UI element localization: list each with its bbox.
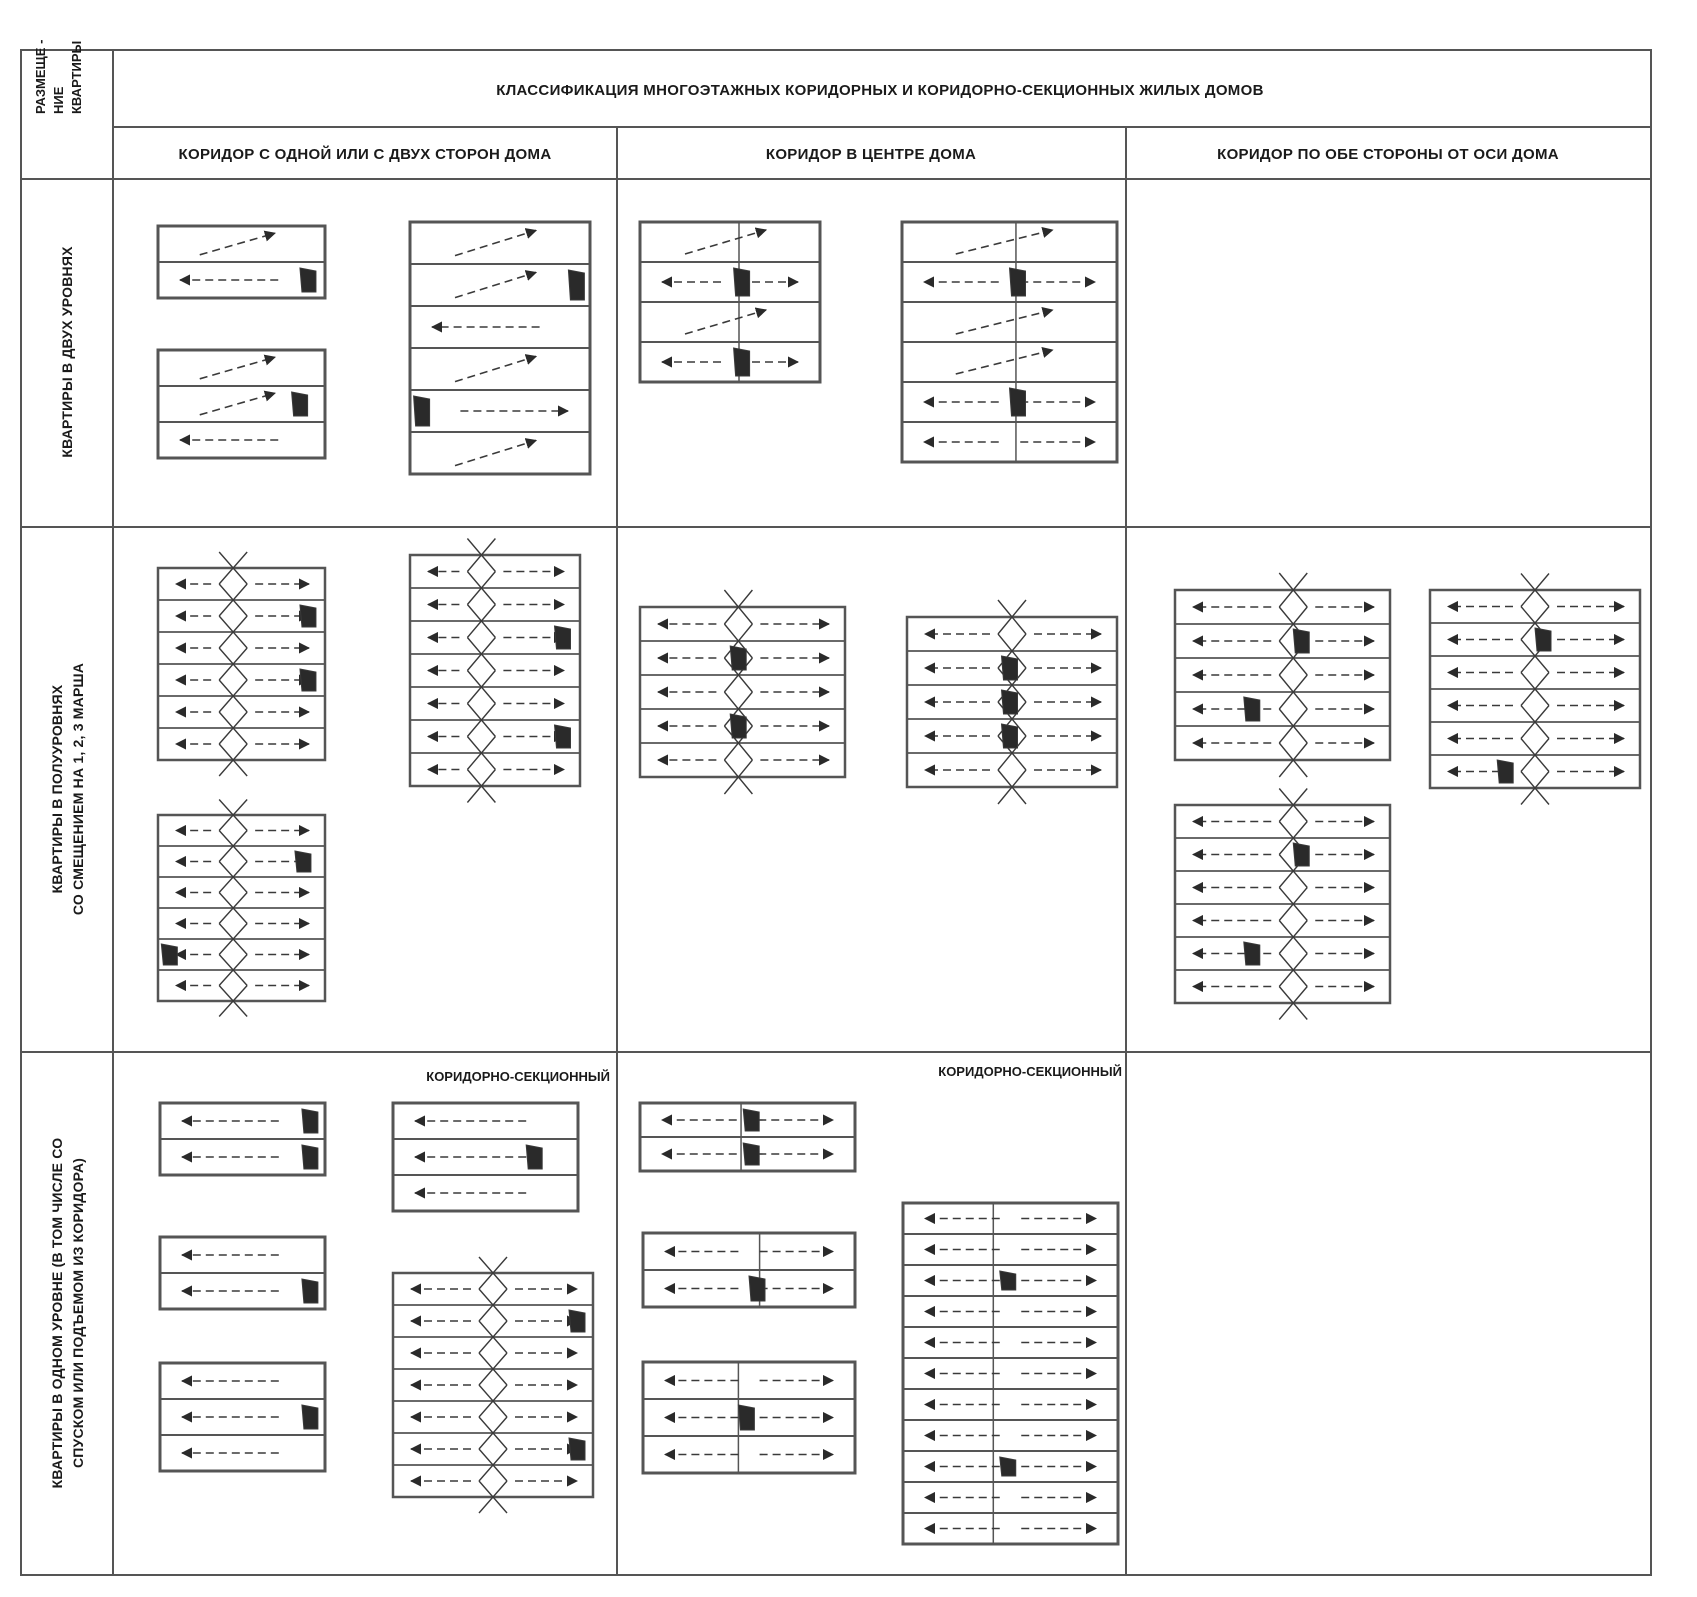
flow-arrow — [455, 440, 536, 465]
section-diagrams — [158, 222, 1640, 1544]
stair-block — [1244, 697, 1260, 721]
flow-arrow — [200, 233, 275, 255]
row-header-half-levels-line2: СО СМЕЩЕНИЕМ НА 1, 2, 3 МАРША — [70, 662, 86, 916]
half-level-block — [1430, 574, 1640, 805]
column-header-center: КОРИДОР В ЦЕНТРЕ ДОМА — [765, 146, 977, 163]
stair-block — [302, 1279, 318, 1303]
table-grid — [21, 50, 1651, 1575]
stair-block — [1293, 629, 1309, 653]
flow-arrow — [685, 310, 766, 334]
stair-block — [1002, 690, 1018, 714]
block-frame — [393, 1273, 593, 1497]
stair-block — [526, 1145, 542, 1169]
half-level-block — [158, 800, 325, 1017]
stair-block — [292, 392, 308, 416]
stair-block — [302, 1405, 318, 1429]
half-level-block — [410, 539, 580, 803]
flow-arrow — [455, 356, 536, 381]
section-block — [640, 1103, 855, 1171]
stair-block — [1244, 942, 1260, 965]
section-block — [158, 226, 325, 298]
half-level-block — [1175, 789, 1390, 1020]
flow-arrow — [455, 230, 536, 255]
stair-block — [1000, 1271, 1016, 1290]
stair-block — [1497, 760, 1513, 783]
corner-label-line3: КВАРТИРЫ — [69, 40, 84, 114]
stair-block — [569, 1310, 585, 1332]
stair-block — [1002, 656, 1018, 680]
half-level-block — [1175, 573, 1390, 777]
flow-arrow — [956, 310, 1053, 334]
section-block — [158, 350, 325, 458]
stair-block — [743, 1143, 759, 1165]
section-block — [902, 222, 1117, 462]
section-block — [160, 1103, 325, 1175]
subtype-label-col2: КОРИДОРНО-СЕКЦИОННЫЙ — [938, 1064, 1122, 1079]
stair-block — [749, 1276, 765, 1301]
column-header-one-or-two-sides: КОРИДОР С ОДНОЙ ИЛИ С ДВУХ СТОРОН ДОМА — [178, 146, 552, 163]
section-block — [160, 1363, 325, 1471]
flow-arrow — [956, 230, 1053, 254]
stair-block — [300, 605, 316, 627]
flow-arrow — [200, 357, 275, 379]
half-level-block — [393, 1257, 593, 1513]
block-frame — [903, 1203, 1118, 1544]
row-header-two-levels: КВАРТИРЫ В ДВУХ УРОВНЯХ — [59, 246, 75, 458]
row-header-half-levels-line1: КВАРТИРЫ В ПОЛУУРОВНЯХ — [49, 684, 65, 894]
stair-block — [743, 1109, 759, 1131]
subtype-label-col1: КОРИДОРНО-СЕКЦИОННЫЙ — [426, 1069, 610, 1084]
stair-block — [300, 268, 316, 292]
corner-label-line1: РАЗМЕЩЕ - — [33, 39, 48, 114]
row-header-one-level-line1: КВАРТИРЫ В ОДНОМ УРОВНЕ (В ТОМ ЧИСЛЕ СО — [49, 1137, 65, 1489]
row-header-one-level-line2: СПУСКОМ ИЛИ ПОДЪЕМОМ ИЗ КОРИДОРА) — [70, 1157, 86, 1469]
section-block — [903, 1203, 1118, 1544]
stair-block — [738, 1405, 754, 1430]
stair-block — [734, 348, 750, 376]
table-outer-border — [21, 50, 1651, 1575]
stair-block — [161, 944, 177, 965]
half-level-block — [640, 590, 845, 794]
stair-block — [555, 725, 571, 748]
table-title: КЛАССИФИКАЦИЯ МНОГОЭТАЖНЫХ КОРИДОРНЫХ И КОРИДОРНО-СЕКЦИОННЫХ ЖИЛЫХ ДОМОВ — [496, 82, 1264, 99]
section-block — [643, 1233, 855, 1307]
stair-block — [302, 1145, 318, 1169]
stair-block — [1010, 388, 1026, 416]
stair-block — [730, 714, 746, 738]
section-block — [643, 1362, 855, 1473]
stair-block — [414, 396, 430, 426]
stair-block — [1010, 268, 1026, 296]
stair-block — [1002, 724, 1018, 748]
stair-block — [569, 1438, 585, 1460]
stair-block — [1293, 843, 1309, 866]
stair-block — [1535, 628, 1551, 651]
section-block — [160, 1237, 325, 1309]
section-block — [640, 222, 820, 382]
stair-block — [300, 669, 316, 691]
flow-arrow — [956, 350, 1053, 374]
section-block — [410, 222, 590, 474]
stair-block — [730, 646, 746, 670]
stair-block — [1000, 1457, 1016, 1476]
stair-block — [555, 626, 571, 649]
half-level-block — [907, 600, 1117, 804]
stair-block — [295, 851, 311, 872]
flow-arrow — [455, 272, 536, 297]
corner-label-line2: НИЕ — [51, 86, 66, 114]
column-header-both-sides: КОРИДОР ПО ОБЕ СТОРОНЫ ОТ ОСИ ДОМА — [1217, 146, 1559, 163]
flow-arrow — [200, 393, 275, 415]
stair-block — [734, 268, 750, 296]
stair-block — [302, 1109, 318, 1133]
section-block — [393, 1103, 578, 1211]
half-level-block — [158, 552, 325, 776]
stair-block — [568, 270, 584, 300]
flow-arrow — [685, 230, 766, 254]
